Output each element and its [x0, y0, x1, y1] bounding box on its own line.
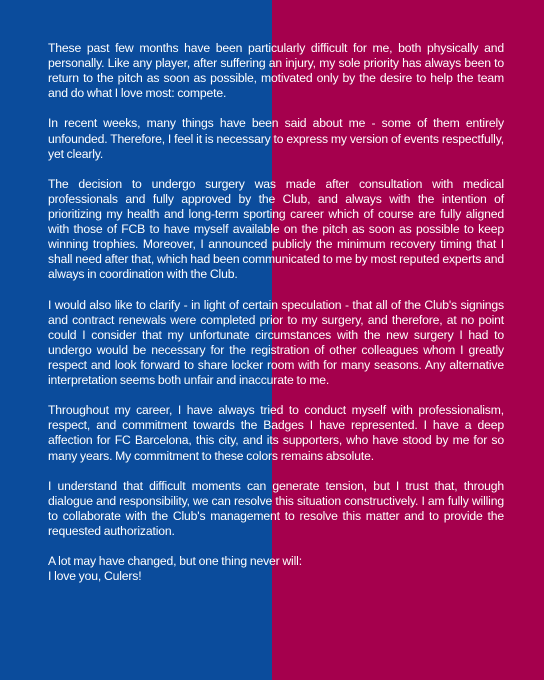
letter-paragraph-6: I understand that difficult moments can generate tension, but I trust that, through dialogue and responsibility, we can resolve this situation constructively. I am fully willing to collaborate with the Club's management to resolve this matter and to provide the requested authorization.	[48, 478, 504, 538]
letter-paragraph-4: I would also like to clarify - in light of certain speculation - that all of the Club's signings and contract renewals were completed prior to my surgery, and therefore, at no point could I consider that my unfortunate circumstances with the new surgery I had to undergo would be necessary for the registration of other colleagues whom I greatly respect and look forward to share locker room with for many seasons. Any alternative interpretation seems both unfair and inaccurate to me.	[48, 297, 504, 388]
letter-closing	[48, 554, 504, 584]
closing-line-2: I love you, Culers!	[48, 569, 142, 584]
closing-line-1: A lot may have changed, but one thing never will:	[48, 554, 302, 569]
letter-paragraph-2: In recent weeks, many things have been said about me - some of them entirely unfounded. Therefore, I feel it is necessary to express my version of events respectfully, yet clearly.	[48, 116, 504, 161]
letter-paragraph-5: Throughout my career, I have always tried to conduct myself with professionalism, respect, and commitment towards the Badges I have represented. I have a deep affection for FC Barcelona, this city, and its supporters, who have stood by me for so many years. My commitment to these colors remains absolute.	[48, 403, 504, 463]
letter-paragraph-3: The decision to undergo surgery was made after consultation with medical professionals and fully approved by the Club, and always with the intention of prioritizing my health and long-term sporting career which of course are fully aligned with those of FCB to have myself available on the pitch as soon as possible to keep winning trophies. Moreover, I announced publicly the minimum recovery timing that I shall need after that, which had been communicated to me by most reputed experts and always in coordination with the Club.	[48, 176, 504, 282]
statement-letter	[48, 41, 504, 584]
letter-paragraph-1: These past few months have been particularly difficult for me, both physically and personally. Like any player, after suffering an injury, my sole priority has always been to return to the pitch as soon as possible, motivated only by the desire to help the team and do what I love most: compete.	[48, 41, 504, 101]
